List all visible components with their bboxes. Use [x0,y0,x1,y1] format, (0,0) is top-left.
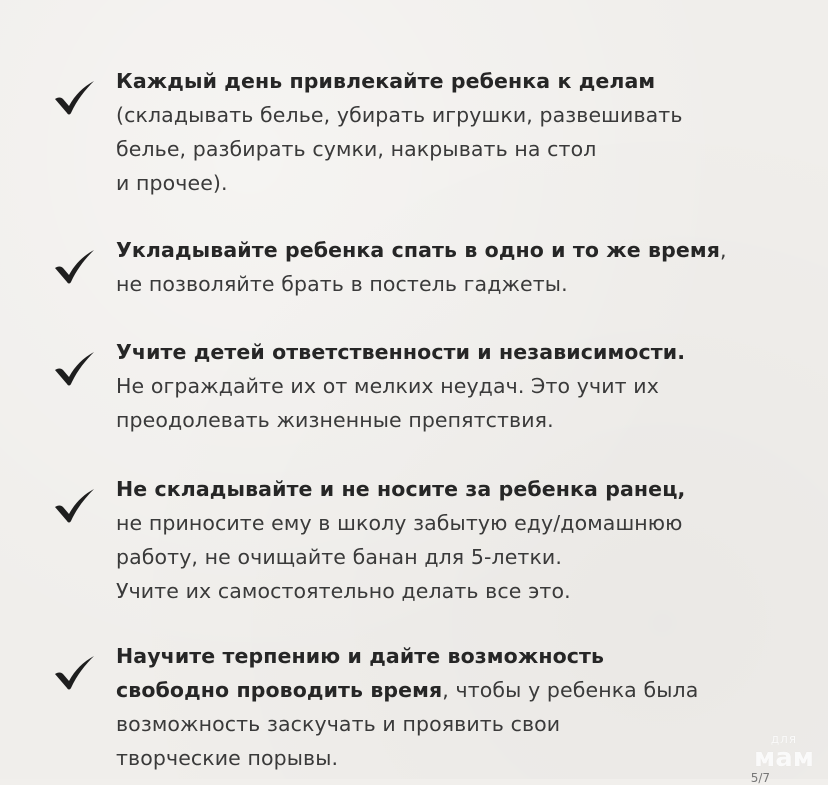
tip-line [116,472,806,506]
tip-line [116,369,806,403]
tip-line [116,64,806,98]
tip-body-text: Не ограждайте их от мелких неудач. Это учит их [116,374,659,398]
tip-body-text: возможность заскучать и проявить свои [116,712,561,736]
tip-body-text: не позволяйте брать в постель гаджеты. [116,272,568,296]
tip-line [116,166,806,200]
checkmark-icon [52,351,96,387]
tip-line [116,267,806,301]
page-indicator: 5/7 [750,771,770,785]
watermark-small-text: для [770,732,798,746]
tip-heading-text: Не складывайте и не носите за ребенка ранец, [116,477,686,501]
checkmark-icon [52,80,96,116]
tip-line [116,639,806,673]
tip-line [116,335,806,369]
watermark-big-text: мам [753,743,814,773]
tip-text [116,64,806,200]
tip-line [116,707,806,741]
tip-heading-text: Каждый день привлекайте ребенка к делам [116,69,656,93]
tip-body-text: (складывать белье, убирать игрушки, развешивать [116,103,683,127]
tip-heading-text: Научите терпению и дайте возможность [116,644,605,668]
tip-text [116,472,806,608]
tip-heading-text: свободно проводить время [116,678,443,702]
tip-body-text: , [719,238,727,262]
checkmark-icon [52,488,96,524]
checkmark-icon [52,249,96,285]
tip-body-text: , чтобы у ребенка была [442,678,699,702]
tip-body-text: не приносите ему в школу забытую еду/домашнюю [116,511,683,535]
tip-body-text: преодолевать жизненные препятствия. [116,408,554,432]
tip-line [116,403,806,437]
tip-text [116,233,806,301]
checkmark-icon [52,655,96,691]
tip-body-text: Учите их самостоятельно делать все это. [116,579,571,603]
tip-line [116,673,806,707]
tip-line [116,132,806,166]
tip-line [116,540,806,574]
tip-heading-text: Укладывайте ребенка спать в одно и то же время [116,238,720,262]
tip-body-text: и прочее). [116,171,228,195]
tip-body-text: работу, не очищайте банан для 5-летки. [116,545,562,569]
tip-body-text: белье, разбирать сумки, накрывать на стол [116,137,597,161]
tip-text [116,639,806,775]
tip-line [116,741,806,775]
tip-line [116,98,806,132]
tip-line [116,506,806,540]
tip-body-text: творческие порывы. [116,746,339,770]
site-watermark [754,733,814,771]
tip-heading-text: Учите детей ответственности и независимости. [116,340,686,364]
tip-line [116,574,806,608]
tip-text [116,335,806,437]
tip-line [116,233,806,267]
